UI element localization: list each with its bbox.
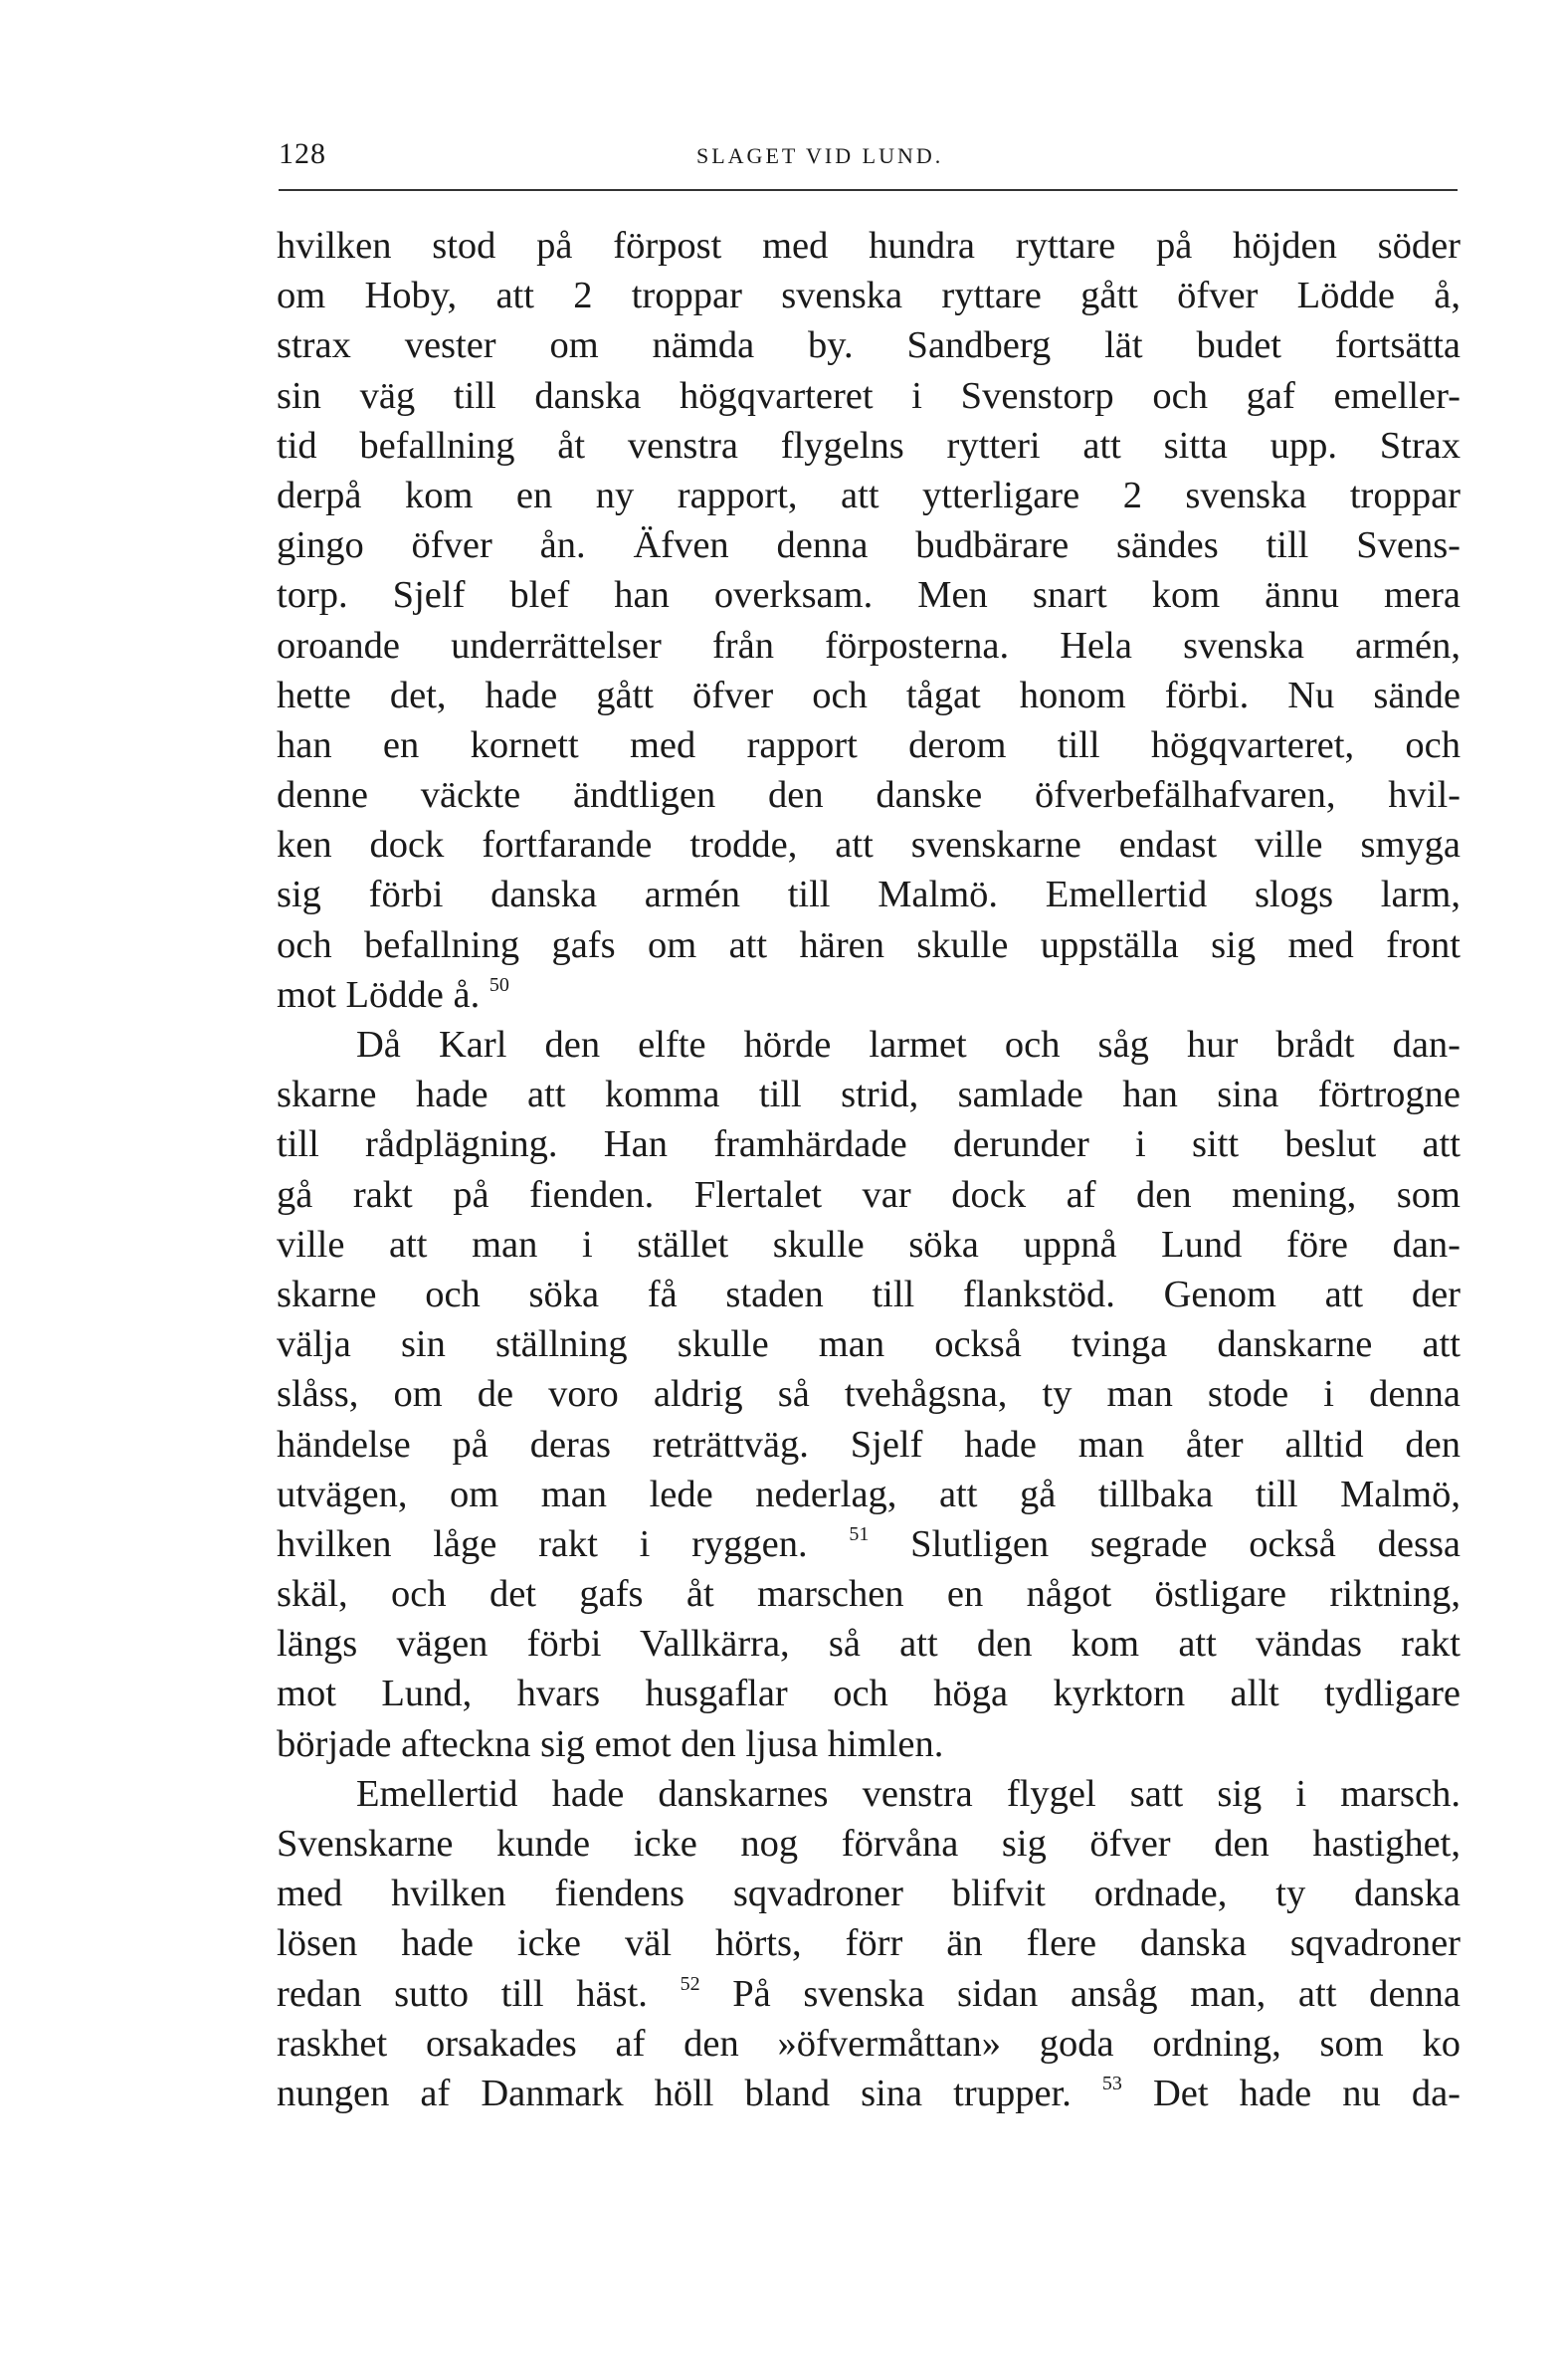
line-text: ken dock fortfarande trodde, att svenskarne endast ville smyga <box>277 824 1461 867</box>
text-line <box>277 621 1461 671</box>
footnote-marker: 52 <box>680 1972 700 1995</box>
line-text: längs vägen förbi Vallkärra, så att den kom att vändas rakt <box>277 1623 1461 1666</box>
line-text: mot Lödde å. <box>277 973 481 1016</box>
text-line <box>277 920 1461 970</box>
text-line <box>277 421 1461 471</box>
text-line <box>277 720 1461 770</box>
line-text: skarne hade att komma till strid, samlade han sina förtrogne <box>277 1074 1461 1116</box>
text-line <box>277 1070 1461 1119</box>
line-text: sin väg till danska högqvarteret i Svenstorp och gaf emeller- <box>277 374 1461 417</box>
body-text <box>277 221 1461 2118</box>
text-line <box>277 1869 1461 1918</box>
text-line <box>277 1020 1461 1070</box>
text-line <box>277 1170 1461 1220</box>
text-line <box>277 371 1461 421</box>
running-title: SLAGET VID LUND. <box>696 143 944 168</box>
line-text: välja sin ställning skulle man också tvinga danskarne att <box>277 1323 1461 1366</box>
header-rule <box>279 189 1458 191</box>
line-text: torp. Sjelf blef han overksam. Men snart kom ännu mera <box>277 574 1461 617</box>
text-line <box>277 1119 1461 1169</box>
line-text: lösen hade icke väl hörts, förr än flere danska sqvadroner <box>277 1922 1461 1965</box>
line-text: skarne och söka få staden till flankstöd. Genom att der <box>277 1273 1461 1315</box>
running-head <box>279 137 1458 177</box>
line-text: tid befallning åt venstra flygelns rytteri att sitta upp. Strax <box>277 424 1461 467</box>
line-text: derpå kom en ny rapport, att ytterligare 2 svenska troppar <box>277 474 1461 516</box>
line-text: strax vester om nämda by. Sandberg lät budet fortsätta <box>277 324 1461 367</box>
line-text: ville att man i stället skulle söka uppnå Lund före dan- <box>277 1223 1461 1266</box>
line-text: hvilken låge rakt i ryggen. <box>277 1522 808 1565</box>
text-line <box>277 221 1461 271</box>
line-text: utvägen, om man lede nederlag, att gå tillbaka till Malmö, <box>277 1473 1461 1515</box>
text-line <box>277 870 1461 919</box>
line-text: raskhet orsakades af den »öfvermåttan» goda ordning, som ko <box>277 2022 1461 2065</box>
line-text: gå rakt på fienden. Flertalet var dock af den mening, som <box>277 1173 1461 1216</box>
text-line <box>277 1270 1461 1319</box>
text-line <box>277 970 1461 1020</box>
text-line <box>277 271 1461 320</box>
line-text: nungen af Danmark höll bland sina trupper. <box>277 2072 1072 2114</box>
line-text: och befallning gafs om att hären skulle uppställa sig med front <box>277 923 1461 966</box>
text-line <box>277 1420 1461 1470</box>
footnote-marker: 50 <box>488 973 509 996</box>
line-text-continued: Slutligen segrade också dessa <box>869 1522 1462 1565</box>
text-line <box>277 570 1461 620</box>
text-line <box>277 1519 1461 1569</box>
line-text: oroande underrättelser från förposterna. Hela svenska armén, <box>277 624 1461 667</box>
text-line <box>277 2019 1461 2069</box>
text-line <box>277 1319 1461 1369</box>
footnote-marker: 53 <box>1101 2072 1122 2094</box>
text-line <box>277 1569 1461 1619</box>
line-text-continued: Det hade nu da- <box>1121 2072 1461 2114</box>
line-text: han en kornett med rapport derom till högqvarteret, och <box>277 723 1461 766</box>
line-text: skäl, och det gafs åt marschen en något östligare riktning, <box>277 1573 1461 1616</box>
text-line <box>277 1470 1461 1519</box>
text-line <box>277 820 1461 870</box>
text-line <box>277 1369 1461 1419</box>
line-text-continued: På svenska sidan ansåg man, att denna <box>699 1972 1462 2015</box>
text-line <box>277 1619 1461 1669</box>
line-text: hette det, hade gått öfver och tågat honom förbi. Nu sände <box>277 674 1461 716</box>
line-text: mot Lund, hvars husgaflar och höga kyrktorn allt tydligare <box>277 1673 1461 1715</box>
line-text: Emellertid hade danskarnes venstra flygel satt sig i marsch. <box>356 1772 1461 1815</box>
line-text: började afteckna sig emot den ljusa himlen. <box>277 1722 944 1765</box>
text-line <box>277 320 1461 370</box>
text-line <box>277 2069 1461 2118</box>
line-text: slåss, om de voro aldrig så tvehågsna, ty man stode i denna <box>277 1373 1461 1416</box>
text-line <box>277 1969 1461 2019</box>
text-line <box>277 471 1461 520</box>
line-text: med hvilken fiendens sqvadroner blifvit ordnade, ty danska <box>277 1873 1461 1915</box>
line-text: gingo öfver ån. Äfven denna budbärare sändes till Svens- <box>277 524 1461 567</box>
line-text: händelse på deras reträttväg. Sjelf hade man åter alltid den <box>277 1423 1461 1466</box>
text-line <box>277 520 1461 570</box>
text-line <box>277 1819 1461 1869</box>
text-line <box>277 1769 1461 1819</box>
line-text: sig förbi danska armén till Malmö. Emellertid slogs larm, <box>277 874 1461 916</box>
text-line <box>277 770 1461 820</box>
line-text: hvilken stod på förpost med hundra ryttare på höjden söder <box>277 225 1461 267</box>
text-line <box>277 671 1461 720</box>
text-line <box>277 1719 1461 1769</box>
text-line <box>277 1918 1461 1968</box>
line-text: om Hoby, att 2 troppar svenska ryttare gått öfver Lödde å, <box>277 275 1461 317</box>
page-number: 128 <box>279 137 326 170</box>
line-text: till rådplägning. Han framhärdade derunder i sitt beslut att <box>277 1123 1461 1166</box>
line-text: Svenskarne kunde icke nog förvåna sig öfver den hastighet, <box>277 1823 1461 1865</box>
text-line <box>277 1220 1461 1270</box>
line-text: redan sutto till häst. <box>277 1972 648 2015</box>
text-line <box>277 1669 1461 1718</box>
footnote-marker: 51 <box>849 1522 870 1545</box>
line-text: denne väckte ändtligen den danske öfverbefälhafvaren, hvil- <box>277 774 1461 817</box>
line-text: Då Karl den elfte hörde larmet och såg hur brådt dan- <box>356 1024 1461 1066</box>
